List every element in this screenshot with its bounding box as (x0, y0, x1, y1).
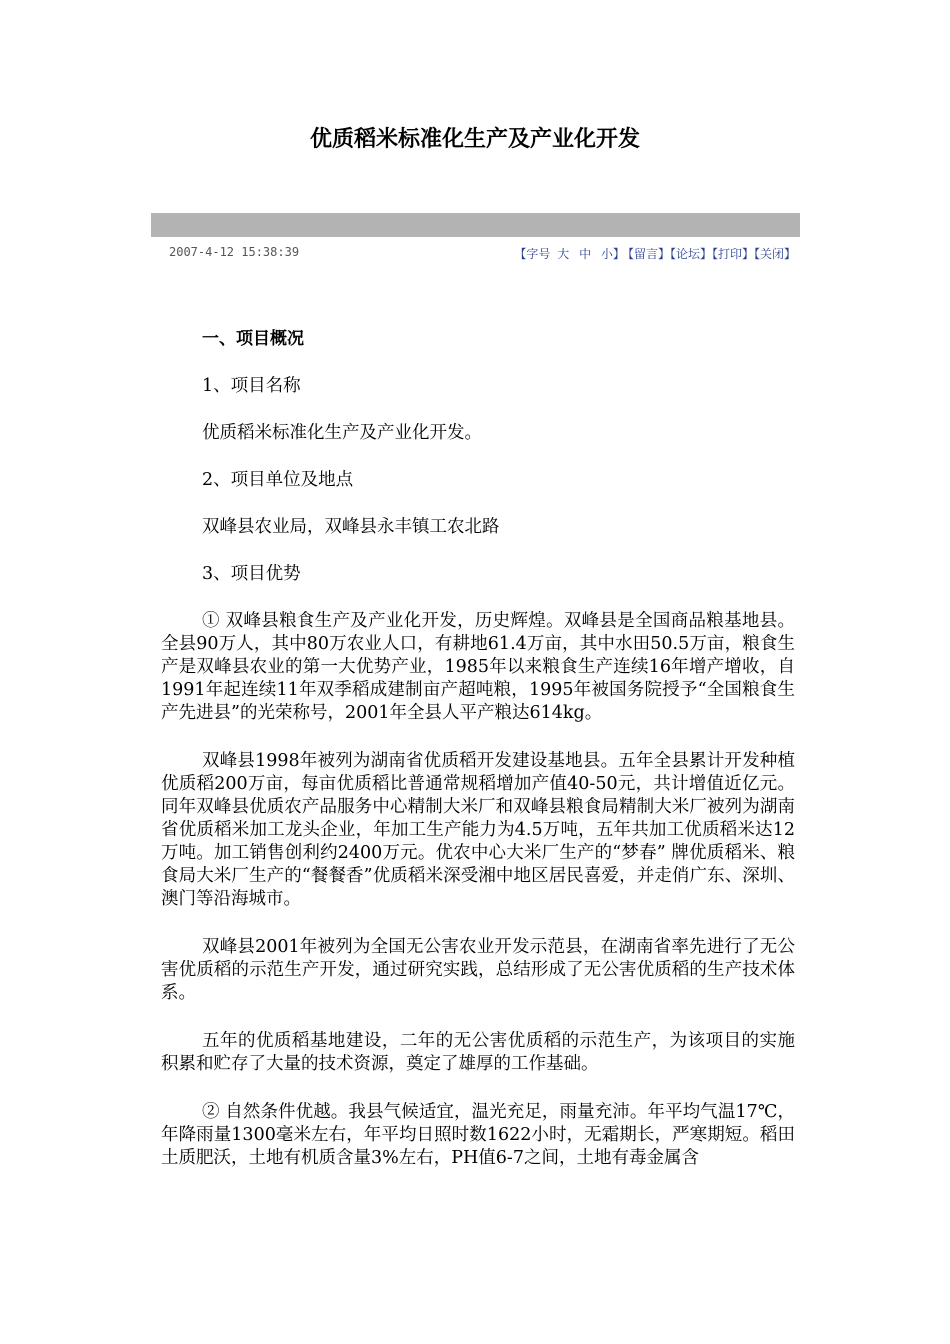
item-title: 1、项目名称 (202, 376, 301, 396)
paragraph: ② 自然条件优越。我县气候适宜，温光充足，雨量充沛。年平均气温17℃，年降雨量1300毫米左右，年平均日照时数1622小时，无霜期长，严寒期短。稻田土质肥沃，土地有机质含量3%左右，PH值6-7之间，土地有毒金属含 (161, 1102, 795, 1168)
page-title: 优质稻米标准化生产及产业化开发 (309, 127, 640, 152)
paragraph: 双峰县2001年被列为全国无公害农业开发示范县，在湖南省率先进行了无公害优质稻的示范生产开发，通过研究实践，总结形成了无公害优质稻的生产技术体系。 (161, 937, 795, 1003)
close-link[interactable]: 【关闭】 (753, 247, 796, 261)
paragraph: ① 双峰县粮食生产及产业化开发，历史辉煌。双峰县是全国商品粮基地县。全县90万人，其中80万农业人口，有耕地61.4万亩，其中水田50.5万亩，粮食生产是双峰县农业的第一大优势产业，1985年以来粮食生产连续16年增产增收，自1991年起连续11年双季稻成建制亩产超吨粮，1995年被国务院授予“全国粮食生产先进县”的光荣称号，2001年全县人平产粮达614kg。 (161, 611, 795, 723)
forum-link[interactable]: 【论坛】 (669, 247, 712, 261)
print-link[interactable]: 【打印】 (711, 247, 754, 261)
item-title: 3、项目优势 (202, 564, 301, 584)
comment-link[interactable]: 【留言】 (627, 247, 670, 261)
article-body (161, 328, 795, 1170)
meta-row (151, 245, 800, 263)
paragraph: 五年的优质稻基地建设，二年的无公害优质稻的示范生产，为该项目的实施积累和贮存了大量的技术资源，奠定了雄厚的工作基础。 (161, 1031, 795, 1074)
font-size-medium-link[interactable]: 中 (579, 247, 592, 261)
article-toolbar (514, 245, 796, 262)
section-heading: 一、项目概况 (202, 329, 304, 349)
font-size-large-link[interactable]: 大 (557, 247, 570, 261)
font-size-label: 【字号 (514, 247, 551, 261)
item-title: 2、项目单位及地点 (202, 470, 354, 490)
publish-timestamp: 2007-4-12 15:38:39 (169, 245, 300, 259)
header-bar (151, 213, 800, 237)
item-text: 双峰县农业局，双峰县永丰镇工农北路 (202, 517, 500, 537)
paragraph: 双峰县1998年被列为湖南省优质稻开发建设基地县。五年全县累计开发种植优质稻200万亩，每亩优质稻比普通常规稻增加产值40-50元，共计增值近亿元。同年双峰县优质农产品服务中心精制大米厂和双峰县粮食局精制大米厂被列为湖南省优质稻米加工龙头企业，年加工生产能力为4.5万吨，五年共加工优质稻米达12万吨。加工销售创利约2400万元。优农中心大米厂生产的“梦春” 牌优质稻米、粮食局大米厂生产的“餐餐香”优质稻米深受湘中地区居民喜爱，并走俏广东、深圳、澳门等沿海城市。 (161, 751, 795, 909)
font-size-small-link[interactable]: 小】 (600, 247, 625, 261)
item-text: 优质稻米标准化生产及产业化开发。 (202, 423, 482, 443)
